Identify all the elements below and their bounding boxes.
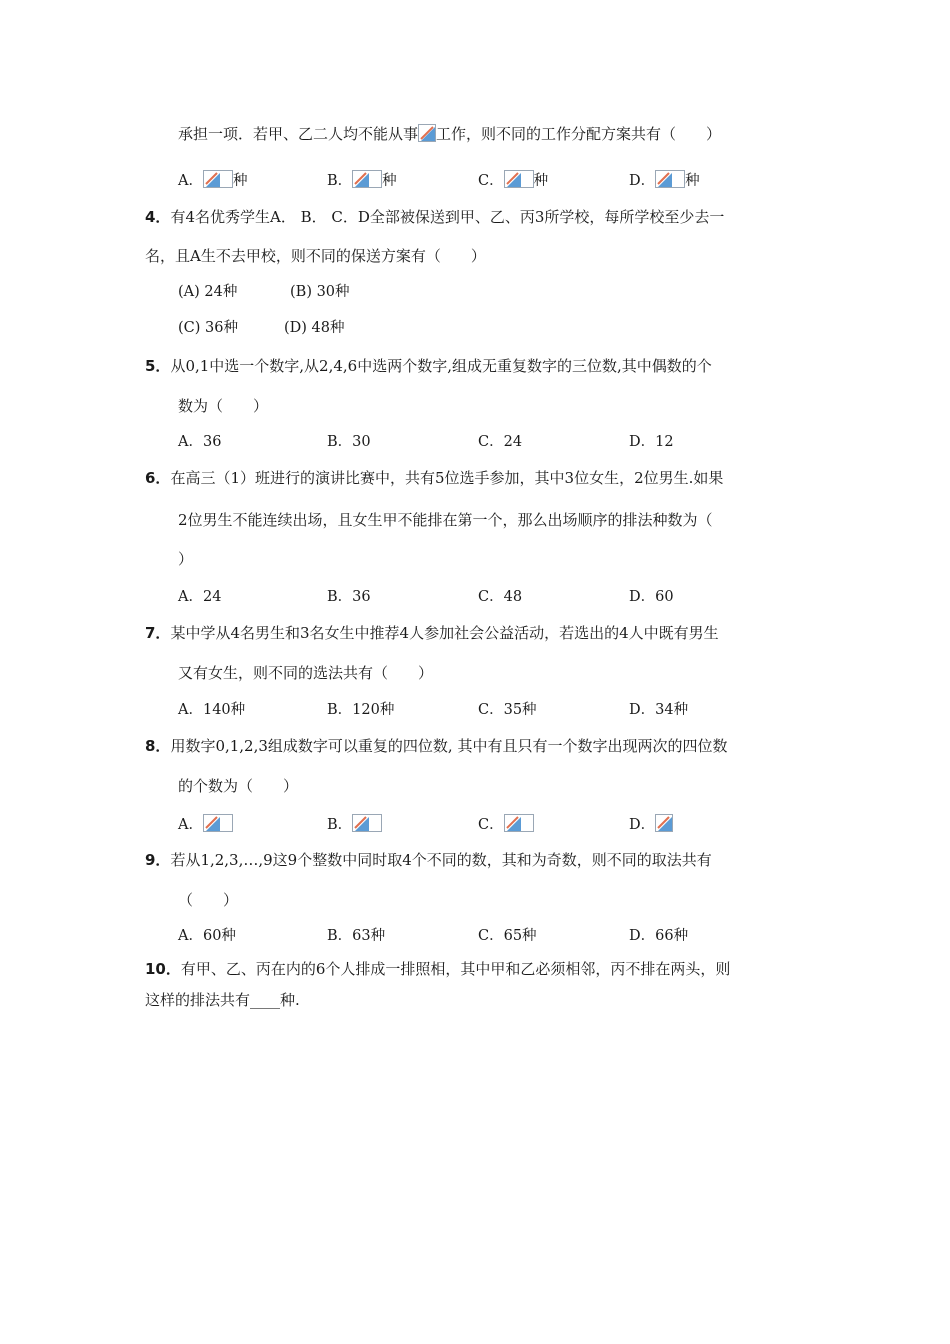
question-text: 从0,1中选一个数字,从2,4,6中选两个数字,组成无重复数字的三位数,其中偶数的个 [170, 357, 712, 375]
question-number: 9． [145, 851, 171, 869]
question-text: 有甲、乙、丙在内的6个人排成一排照相，其中甲和乙必须相邻，丙不排在两头，则 [180, 960, 731, 978]
q6-line1 [145, 468, 723, 488]
q9-option-c: C．65种 [478, 928, 537, 944]
question-text: 用数字0,1,2,3组成数字可以重复的四位数, 其中有且只有一个数字出现两次的四位数 [170, 737, 728, 755]
q6-option-d: D．60 [629, 589, 674, 605]
question-text: 若从1,2,3,…,9这9个整数中同时取4个不同的数，其和为奇数，则不同的取法共有 [170, 851, 712, 869]
q7-option-d: D．34种 [629, 702, 689, 718]
q5-option-a: A．36 [178, 434, 222, 450]
q10-line2: 这样的排法共有____种. [145, 991, 300, 1009]
q8-option-b [327, 814, 382, 835]
question-number: 6． [145, 469, 171, 487]
broken-image-icon [504, 170, 534, 188]
broken-image-icon [655, 170, 685, 188]
q5-line1 [145, 356, 712, 376]
q8-line1 [145, 736, 727, 756]
question-number: 8． [145, 737, 171, 755]
q5-option-c: C．24 [478, 434, 523, 450]
q6-option-b: B．36 [327, 589, 371, 605]
question-text: 名，且A生不去甲校，则不同的保送方案有（ ） [145, 247, 486, 265]
q3-text-before: 承担一项．若甲、乙二人均不能从事 [178, 125, 419, 143]
option-label: C． [478, 173, 504, 189]
option-label: B． [327, 817, 353, 833]
q4-option-d: (D) 48种 [284, 320, 345, 336]
question-number: 4． [145, 208, 171, 226]
q10-line1 [145, 959, 730, 979]
option-suffix: 种 [533, 173, 549, 189]
q4-option-c: (C) 36种 [178, 320, 238, 336]
option-suffix: 种 [382, 173, 397, 189]
q8-option-c [478, 814, 534, 835]
q3-text-after: 工作，则不同的工作分配方案共有（ ） [436, 125, 722, 143]
question-number: 5． [145, 357, 171, 375]
q4-line2 [145, 246, 486, 266]
broken-image-icon [504, 814, 534, 832]
question-text: 在高三（1）班进行的演讲比赛中，共有5位选手参加，其中3位女生，2位男生.如果 [170, 469, 724, 487]
q3-option-d [629, 170, 700, 191]
q8-line2: 的个数为（ ） [178, 777, 299, 795]
q7-line2: 又有女生，则不同的选法共有（ ） [178, 664, 434, 682]
q5-option-d: D．12 [629, 434, 674, 450]
q3-option-a [178, 170, 247, 191]
broken-image-icon [418, 124, 436, 142]
option-label: C． [478, 817, 504, 833]
broken-image-icon [203, 814, 233, 832]
option-label: A． [178, 173, 203, 189]
q7-option-b: B．120种 [327, 702, 395, 718]
q6-line3: ） [178, 550, 194, 568]
q5-option-b: B．30 [327, 434, 371, 450]
option-label: D． [629, 817, 656, 833]
broken-image-icon [352, 814, 382, 832]
option-label: A． [178, 817, 203, 833]
q4-option-a: (A) 24种 [178, 284, 238, 300]
q7-line1 [145, 623, 719, 643]
q9-option-d: D．66种 [629, 928, 689, 944]
q3-option-b [327, 170, 397, 191]
q6-line2: 2位男生不能连续出场，且女生甲不能排在第一个，那么出场顺序的排法种数为（ [178, 511, 713, 529]
q4-option-b: (B) 30种 [290, 284, 350, 300]
q9-option-b: B．63种 [327, 928, 386, 944]
option-label: B． [327, 173, 353, 189]
q6-option-c: C．48 [478, 589, 523, 605]
q7-option-c: C．35种 [478, 702, 537, 718]
question-number: 7． [145, 624, 171, 642]
option-suffix: 种 [685, 173, 700, 189]
q3-option-c [478, 170, 548, 191]
broken-image-icon [203, 170, 233, 188]
q4-line1 [145, 207, 724, 227]
option-label: D． [629, 173, 656, 189]
question-text: 某中学从4名男生和3名女生中推荐4人参加社会公益活动，若选出的4人中既有男生 [170, 624, 719, 642]
question-text: 有4名优秀学生A． B． C．D全部被保送到甲、乙、丙3所学校，每所学校至少去一 [170, 208, 725, 226]
q5-line2: 数为（ ） [178, 397, 269, 415]
q3-continuation [178, 124, 721, 144]
q9-line1 [145, 850, 712, 870]
broken-image-icon [655, 814, 673, 832]
broken-image-icon [352, 170, 382, 188]
q9-line2: （ ） [178, 891, 239, 909]
q6-option-a: A．24 [178, 589, 222, 605]
q8-option-d [629, 814, 673, 835]
q8-option-a [178, 814, 233, 835]
q9-option-a: A．60种 [178, 928, 236, 944]
option-suffix: 种 [232, 173, 248, 189]
q7-option-a: A．140种 [178, 702, 246, 718]
question-number: 10． [145, 960, 181, 978]
